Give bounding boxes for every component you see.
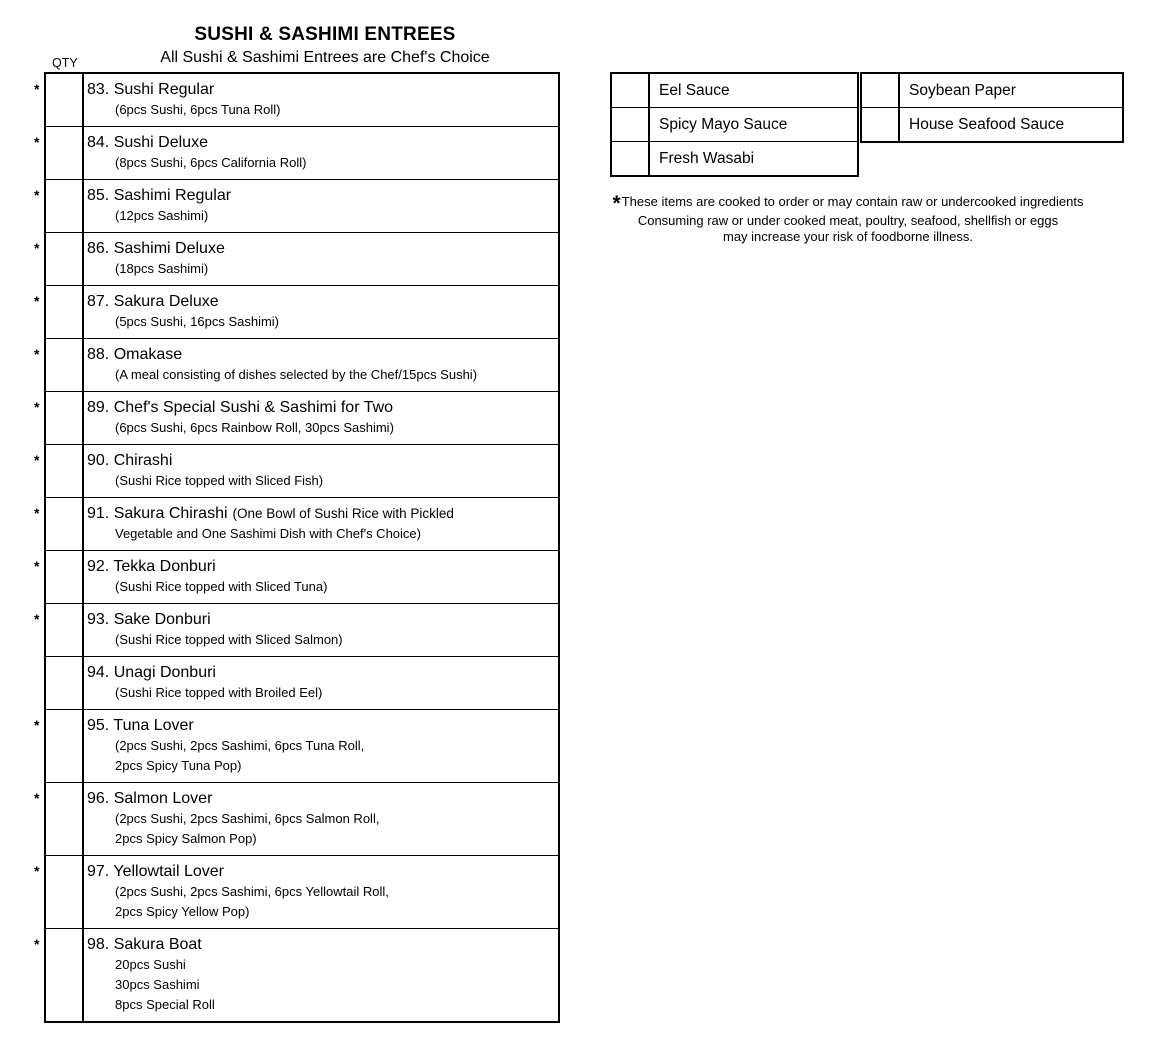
- qty-input-cell[interactable]: [46, 783, 84, 855]
- extras-table-right: [860, 72, 1124, 143]
- item-desc-line: 2pcs Spicy Yellow Pop): [115, 904, 250, 919]
- page-title: SUSHI & SASHIMI ENTREES: [194, 24, 456, 45]
- qty-input-cell[interactable]: [46, 551, 84, 603]
- item-desc: [87, 312, 554, 332]
- item-desc-line: (Sushi Rice topped with Sliced Tuna): [115, 579, 328, 594]
- item-desc: [87, 683, 554, 703]
- item-name: 84. Sushi Deluxe: [87, 134, 208, 151]
- item-name: 91. Sakura Chirashi: [87, 505, 228, 522]
- raw-asterisk: *: [34, 134, 40, 150]
- menu-row: [34, 551, 558, 604]
- qty-input-cell[interactable]: [46, 604, 84, 656]
- menu-item: [84, 783, 558, 855]
- qty-input-cell[interactable]: [46, 392, 84, 444]
- item-desc-line: (6pcs Sushi, 6pcs Tuna Roll): [115, 102, 281, 117]
- menu-item: [84, 710, 558, 782]
- menu-row: [34, 856, 558, 929]
- menu-item: [84, 339, 558, 391]
- item-desc-line: (6pcs Sushi, 6pcs Rainbow Roll, 30pcs Sashimi): [115, 420, 394, 435]
- item-desc: [87, 100, 554, 120]
- item-desc: [87, 418, 554, 438]
- menu-row: [34, 783, 558, 856]
- item-desc: [87, 259, 554, 279]
- extras-item-label: Spicy Mayo Sauce: [659, 115, 788, 133]
- qty-input-cell[interactable]: [46, 657, 84, 709]
- qty-input-cell[interactable]: [46, 286, 84, 338]
- menu-row: [34, 127, 558, 180]
- item-desc-line: 8pcs Special Roll: [115, 997, 215, 1012]
- menu-table: [34, 72, 560, 1023]
- menu-item: [84, 233, 558, 285]
- qty-input-cell[interactable]: [46, 498, 84, 550]
- raw-asterisk: *: [34, 399, 40, 415]
- item-desc: [87, 206, 554, 226]
- item-desc: [87, 524, 554, 544]
- item-title: [87, 344, 554, 365]
- raw-asterisk: *: [34, 81, 40, 97]
- item-inline-desc: (One Bowl of Sushi Rice with Pickled: [232, 506, 454, 521]
- item-desc-line: 30pcs Sashimi: [115, 977, 200, 992]
- item-title: [87, 397, 554, 418]
- menu-item: [84, 856, 558, 928]
- disclaimer-text: These items are cooked to order or may contain raw or undercooked ingredients: [621, 194, 1084, 209]
- disclaimer-line: [608, 194, 1088, 213]
- item-name: 95. Tuna Lover: [87, 717, 194, 734]
- raw-asterisk: *: [34, 790, 40, 806]
- item-desc: [87, 882, 554, 922]
- raw-food-disclaimer: [608, 194, 1088, 246]
- item-name: 87. Sakura Deluxe: [87, 293, 219, 310]
- page-header: [68, 24, 582, 67]
- menu-row: [34, 339, 558, 392]
- menu-row: [34, 180, 558, 233]
- menu-row: [34, 498, 558, 551]
- menu-row: [34, 445, 558, 498]
- raw-asterisk: *: [34, 611, 40, 627]
- qty-input-cell[interactable]: [862, 108, 900, 141]
- qty-input-cell[interactable]: [46, 339, 84, 391]
- extras-row: [862, 74, 1122, 108]
- menu-row: [34, 74, 558, 127]
- item-desc-line: 2pcs Spicy Tuna Pop): [115, 758, 242, 773]
- item-desc-line: (Sushi Rice topped with Sliced Salmon): [115, 632, 343, 647]
- menu-item: [84, 657, 558, 709]
- qty-input-cell[interactable]: [46, 127, 84, 179]
- item-desc: [87, 630, 554, 650]
- item-name: 83. Sushi Regular: [87, 81, 215, 98]
- item-desc-line: (12pcs Sashimi): [115, 208, 209, 223]
- item-desc-line: (2pcs Sushi, 2pcs Sashimi, 6pcs Tuna Roll,: [115, 738, 365, 753]
- item-desc-line: Vegetable and One Sashimi Dish with Chef's Choice): [115, 526, 421, 541]
- raw-asterisk: *: [34, 346, 40, 362]
- extras-row: [612, 142, 857, 175]
- item-desc: [87, 577, 554, 597]
- item-title: [87, 185, 554, 206]
- menu-row: [34, 286, 558, 339]
- raw-asterisk: *: [34, 863, 40, 879]
- item-title: [87, 934, 554, 955]
- qty-column-label: QTY: [52, 56, 78, 70]
- extras-row: [862, 108, 1122, 141]
- raw-asterisk: *: [34, 240, 40, 256]
- menu-item: [84, 74, 558, 126]
- raw-asterisk: *: [34, 717, 40, 733]
- item-desc-line: (Sushi Rice topped with Broiled Eel): [115, 685, 323, 700]
- qty-input-cell[interactable]: [612, 142, 650, 175]
- menu-item: [84, 392, 558, 444]
- menu-row: [46, 657, 558, 710]
- menu-item: [84, 127, 558, 179]
- menu-item: [84, 929, 558, 1021]
- qty-input-cell[interactable]: [46, 180, 84, 232]
- qty-input-cell[interactable]: [612, 108, 650, 141]
- item-desc-line: (Sushi Rice topped with Sliced Fish): [115, 473, 324, 488]
- disclaimer-asterisk: *: [612, 192, 621, 215]
- qty-input-cell[interactable]: [46, 929, 84, 1021]
- qty-input-cell[interactable]: [46, 233, 84, 285]
- item-desc: [87, 153, 554, 173]
- item-name: 85. Sashimi Regular: [87, 187, 232, 204]
- item-desc-line: 2pcs Spicy Salmon Pop): [115, 831, 257, 846]
- item-title: [87, 556, 554, 577]
- menu-row: [34, 392, 558, 445]
- item-title: [87, 238, 554, 259]
- item-title: [87, 450, 554, 471]
- item-name: 93. Sake Donburi: [87, 611, 211, 628]
- item-title: [87, 291, 554, 312]
- raw-asterisk: *: [34, 187, 40, 203]
- item-name: 88. Omakase: [87, 346, 183, 363]
- item-title: [87, 609, 554, 630]
- item-desc: [87, 809, 554, 849]
- item-name: 94. Unagi Donburi: [87, 664, 216, 681]
- extras-table-left: [610, 72, 859, 177]
- menu-item: [84, 445, 558, 497]
- item-title: [87, 662, 554, 683]
- qty-input-cell[interactable]: [46, 74, 84, 126]
- raw-asterisk: *: [34, 452, 40, 468]
- item-title: [87, 788, 554, 809]
- extras-item-label: Soybean Paper: [909, 81, 1016, 99]
- item-desc-line: (2pcs Sushi, 2pcs Sashimi, 6pcs Salmon Roll,: [115, 811, 380, 826]
- menu-item: [84, 604, 558, 656]
- menu-row: [34, 710, 558, 783]
- item-desc-line: (18pcs Sashimi): [115, 261, 209, 276]
- item-title: [87, 132, 554, 153]
- qty-input-cell[interactable]: [46, 445, 84, 497]
- qty-input-cell[interactable]: [46, 710, 84, 782]
- raw-asterisk: *: [34, 936, 40, 952]
- qty-input-cell[interactable]: [46, 856, 84, 928]
- item-desc-line: (A meal consisting of dishes selected by the Chef/15pcs Sushi): [115, 367, 478, 382]
- menu-row: [34, 604, 558, 657]
- menu-item: [84, 180, 558, 232]
- item-desc: [87, 471, 554, 491]
- disclaimer-line: may increase your risk of foodborne illness.: [722, 229, 973, 244]
- extras-item-label: Fresh Wasabi: [659, 149, 755, 167]
- item-name: 97. Yellowtail Lover: [87, 863, 224, 880]
- item-name: 98. Sakura Boat: [87, 936, 202, 953]
- item-name: 86. Sashimi Deluxe: [87, 240, 225, 257]
- item-title: [87, 503, 554, 524]
- item-desc-line: (8pcs Sushi, 6pcs California Roll): [115, 155, 307, 170]
- item-name: 96. Salmon Lover: [87, 790, 213, 807]
- item-desc: [87, 736, 554, 776]
- menu-row: [34, 233, 558, 286]
- extras-item-label: House Seafood Sauce: [909, 115, 1065, 133]
- extras-item-label: Eel Sauce: [659, 81, 730, 99]
- item-desc-line: (2pcs Sushi, 2pcs Sashimi, 6pcs Yellowtail Roll,: [115, 884, 389, 899]
- qty-input-cell[interactable]: [862, 74, 900, 107]
- raw-asterisk: *: [34, 293, 40, 309]
- menu-item: [84, 551, 558, 603]
- extras-row: [612, 74, 857, 108]
- page-subtitle: All Sushi & Sashimi Entrees are Chef's Choice: [160, 49, 490, 66]
- disclaimer-line: Consuming raw or under cooked meat, poultry, seafood, shellfish or eggs: [637, 212, 1059, 228]
- item-desc: [87, 955, 554, 1015]
- menu-item: [84, 286, 558, 338]
- raw-asterisk: *: [34, 505, 40, 521]
- raw-asterisk: *: [34, 558, 40, 574]
- item-title: [87, 861, 554, 882]
- item-name: 90. Chirashi: [87, 452, 173, 469]
- item-title: [87, 79, 554, 100]
- item-title: [87, 715, 554, 736]
- qty-input-cell[interactable]: [612, 74, 650, 107]
- item-name: 92. Tekka Donburi: [87, 558, 216, 575]
- item-desc-line: (5pcs Sushi, 16pcs Sashimi): [115, 314, 280, 329]
- item-desc-line: 20pcs Sushi: [115, 957, 186, 972]
- menu-row: [34, 929, 558, 1021]
- item-name: 89. Chef's Special Sushi & Sashimi for Two: [87, 399, 394, 416]
- item-desc: [87, 365, 554, 385]
- menu-item: [84, 498, 558, 550]
- extras-row: [612, 108, 857, 142]
